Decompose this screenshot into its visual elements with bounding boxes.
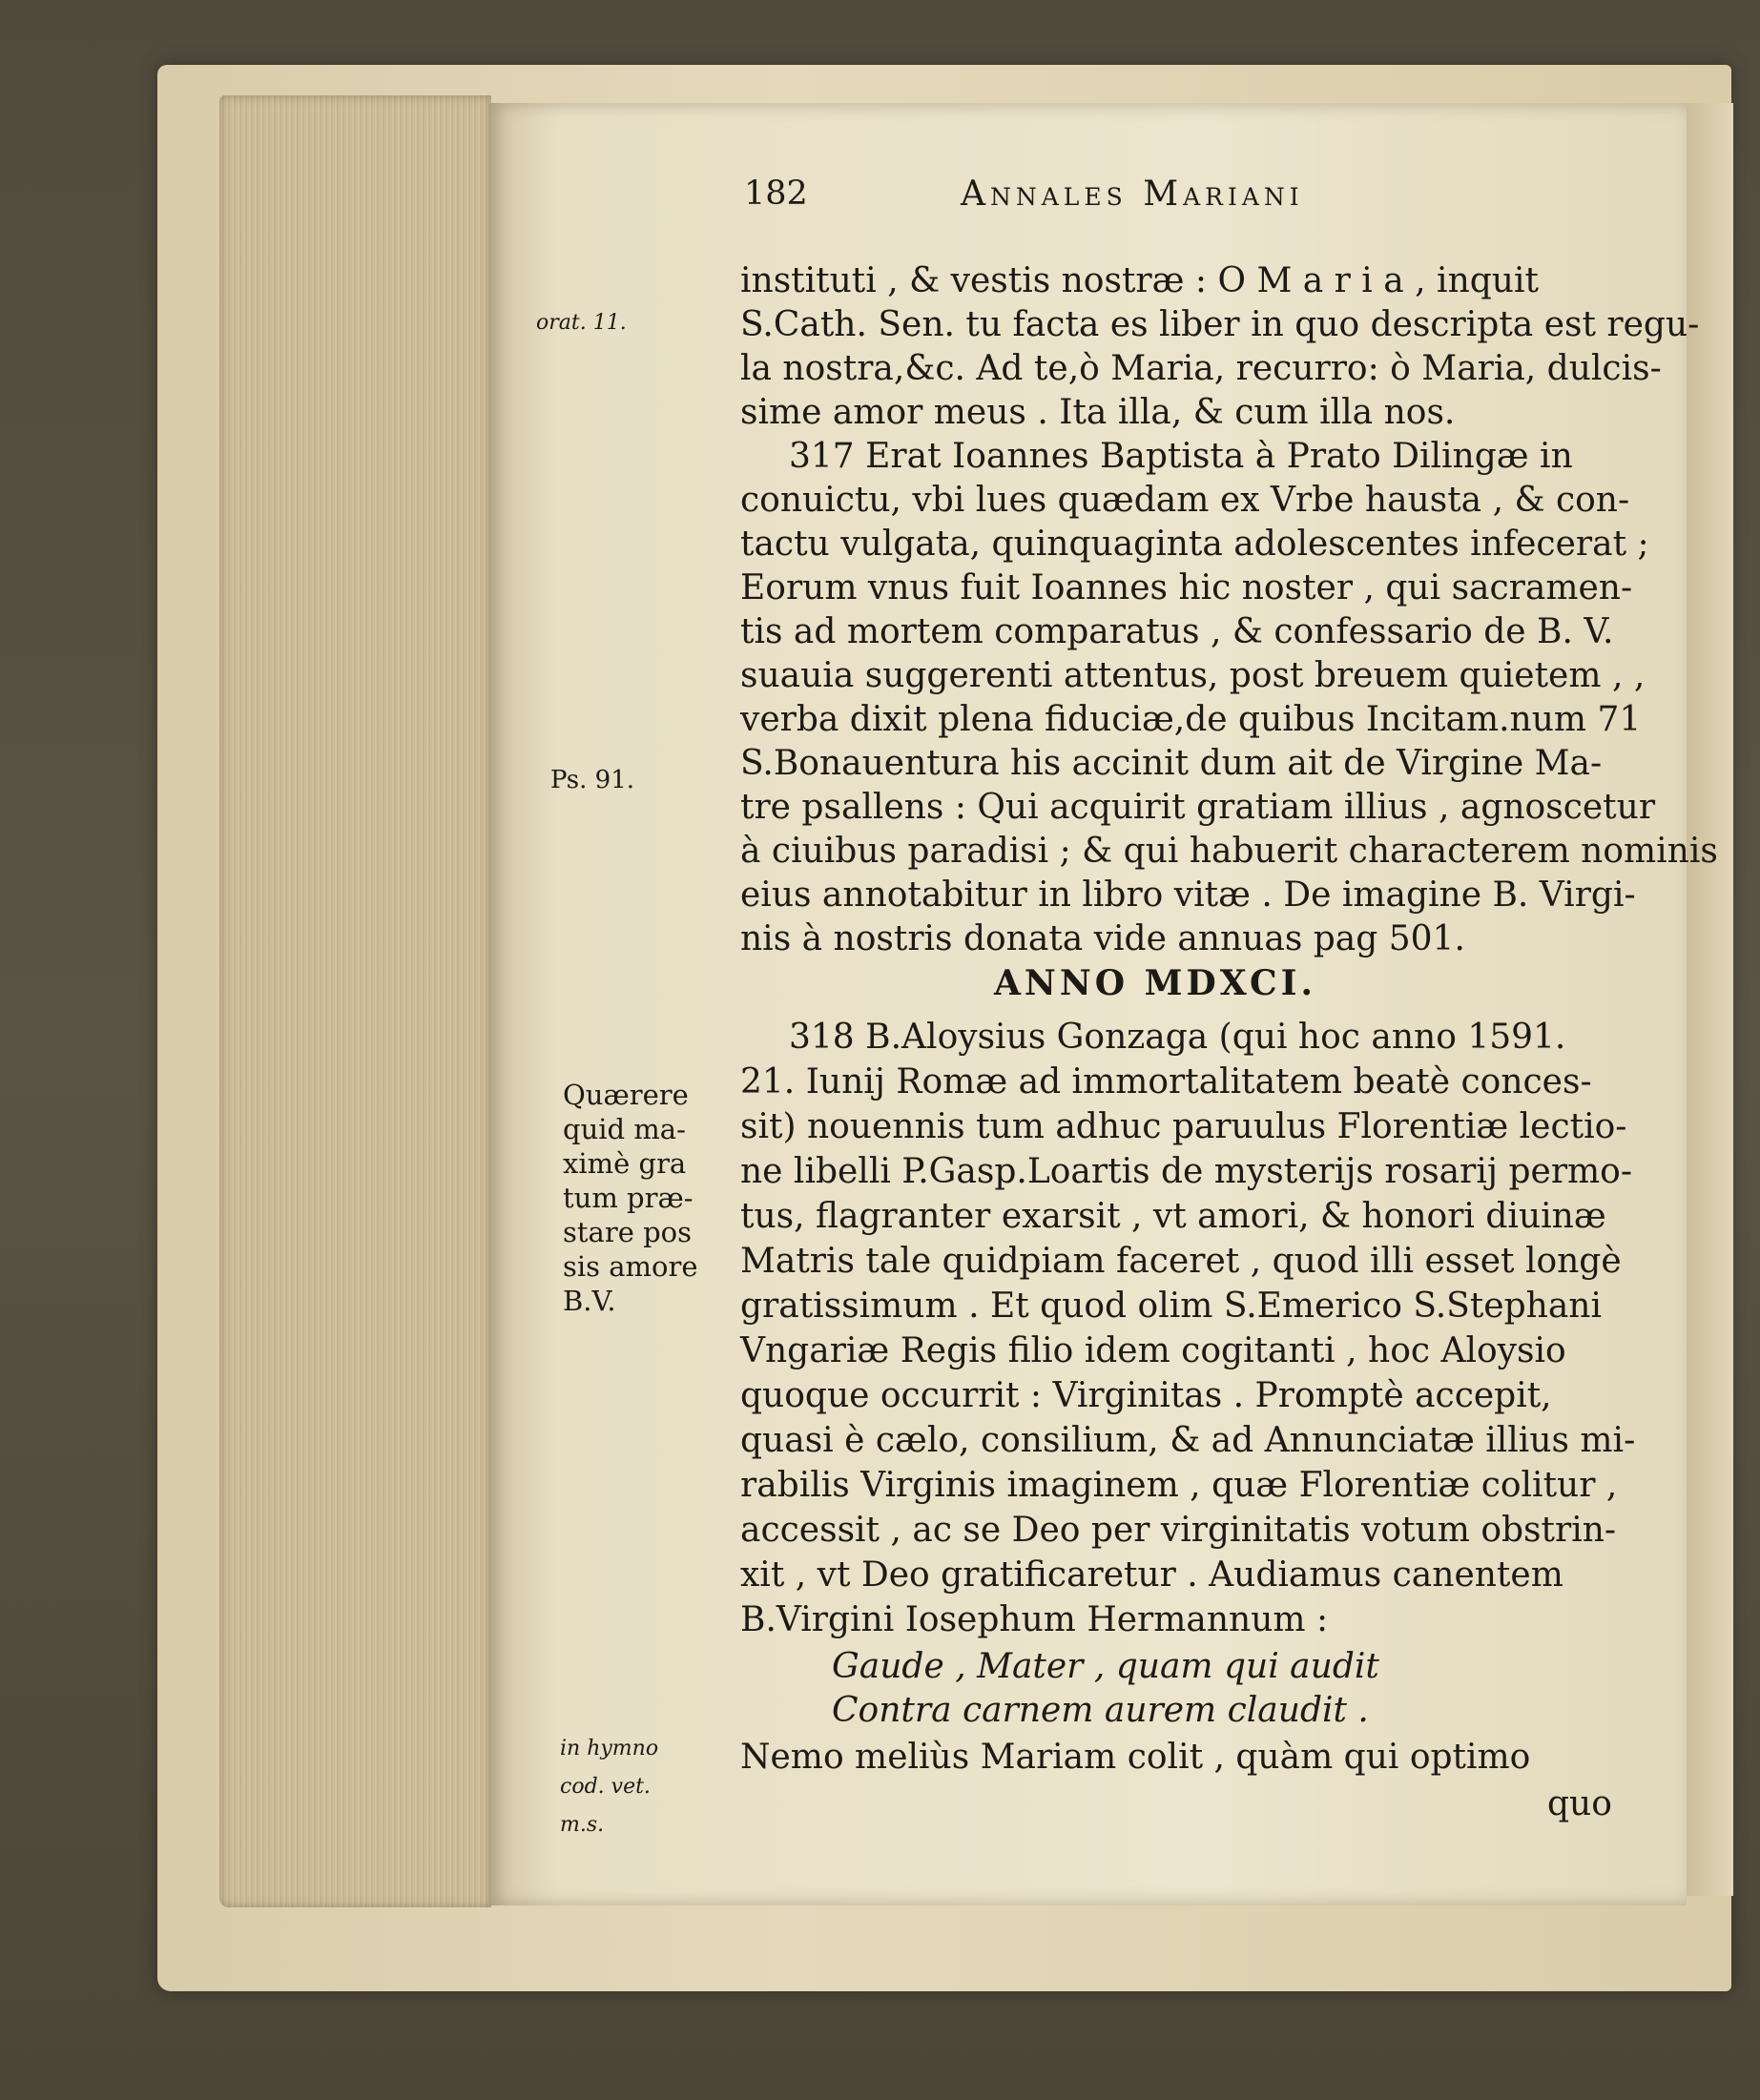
text-line: xit , vt Deo gratificaretur . Audiamus canentem [740, 1555, 1563, 1595]
margin-note-quaerere-5: stare pos [563, 1216, 692, 1248]
text-line: sit) nouennis tum adhuc paruulus Florentiæ lectio- [740, 1107, 1627, 1146]
running-title: Annales Mariani [961, 175, 1304, 214]
page-number: 182 [744, 175, 808, 213]
text-line: S.Cath. Sen. tu facta es liber in quo descripta est regu- [740, 305, 1700, 344]
text-line: Matris tale quidpiam faceret , quod illi esset longè [740, 1242, 1622, 1281]
text-line: 318 B.Aloysius Gonzaga (qui hoc anno 1591. [789, 1018, 1566, 1057]
catchword: quo [1547, 1784, 1612, 1823]
text-line: Nemo meliùs Mariam colit , quàm qui optimo [740, 1738, 1531, 1777]
text-line: 317 Erat Ioannes Baptista à Prato Dilingæ in [789, 437, 1573, 476]
text-line: suauia suggerenti attentus, post breuem quietem , , [740, 656, 1646, 695]
book-page [488, 103, 1718, 1905]
text-line: quasi è cælo, consilium, & ad Annunciatæ illius mi- [740, 1421, 1636, 1460]
text-line: tactu vulgata, quinquaginta adolescentes infecerat ; [740, 525, 1649, 564]
text-line: la nostra,&c. Ad te,ò Maria, recurro: ò Maria, dulcis- [740, 349, 1662, 388]
page-edges [219, 95, 491, 1907]
facing-page-edge [1684, 103, 1733, 1896]
text-line: Vngariæ Regis filio idem cogitanti , hoc Aloysio [740, 1331, 1566, 1370]
text-line: eius annotabitur in libro vitæ . De imagine B. Virgi- [740, 875, 1636, 915]
margin-note-quaerere-6: sis amore [563, 1250, 698, 1283]
text-line: 21. Iunij Romæ ad immortalitatem beatè conces- [740, 1062, 1592, 1101]
margin-note-hymno-1: in hymno [560, 1737, 659, 1760]
text-line: quoque occurrit : Virginitas . Promptè accepit, [740, 1376, 1552, 1415]
section-heading: ANNO MDXCI. [994, 963, 1317, 1003]
text-line: rabilis Virginis imaginem , quæ Florentiæ colitur , [740, 1466, 1618, 1505]
text-line: Eorum vnus fuit Ioannes hic noster , qui sacramen- [740, 568, 1633, 607]
margin-note-quaerere-7: B.V. [563, 1285, 616, 1317]
margin-note-orat: orat. 11. [536, 311, 627, 335]
text-line: conuictu, vbi lues quædam ex Vrbe hausta , & con- [740, 481, 1630, 520]
margin-note-ps: Ps. 91. [550, 766, 635, 794]
text-line: verba dixit plena fiduciæ,de quibus Incitam.num 71 [740, 700, 1642, 739]
text-line: tus, flagranter exarsit , vt amori, & honori diuinæ [740, 1197, 1606, 1236]
text-line: B.Virgini Iosephum Hermannum : [740, 1600, 1329, 1639]
margin-note-quaerere-2: quid ma- [563, 1113, 686, 1145]
margin-note-hymno-3: m.s. [560, 1813, 605, 1837]
text-line: nis à nostris donata vide annuas pag 501. [740, 919, 1465, 958]
text-line: à ciuibus paradisi ; & qui habuerit characterem nominis [740, 832, 1718, 871]
running-head [488, 175, 1687, 222]
text-line: accessit , ac se Deo per virginitatis votum obstrin- [740, 1511, 1617, 1550]
text-line: S.Bonauentura his accinit dum ait de Virgine Ma- [740, 744, 1603, 783]
text-line: instituti , & vestis nostræ : O M a r i a , inquit [740, 261, 1539, 300]
text-line: tre psallens : Qui acquirit gratiam illius , agnoscetur [740, 788, 1656, 827]
margin-note-quaerere-3: ximè gra [563, 1147, 687, 1180]
verse-line: Gaude , Mater , quam qui audit [832, 1647, 1379, 1686]
text-line: tis ad mortem comparatus , & confessario de B. V. [740, 612, 1614, 651]
text-line: gratissimum . Et quod olim S.Emerico S.Stephani [740, 1287, 1603, 1326]
text-line: ne libelli P.Gasp.Loartis de mysterijs rosarij permo- [740, 1152, 1632, 1191]
verse-line: Contra carnem aurem claudit . [832, 1691, 1369, 1730]
margin-note-quaerere-1: Quærere [563, 1079, 689, 1111]
margin-note-hymno-2: cod. vet. [560, 1775, 651, 1799]
text-line: sime amor meus . Ita illa, & cum illa nos. [740, 393, 1456, 432]
margin-note-quaerere-4: tum præ- [563, 1182, 694, 1214]
